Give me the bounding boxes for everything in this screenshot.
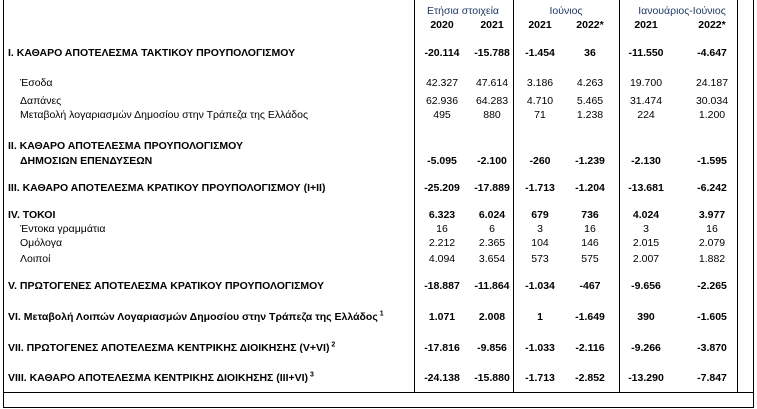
table-cell: 4.024 [632,209,660,221]
table-cell: 5.465 [576,95,604,107]
table-cell: 224 [637,109,655,121]
table-cell: 2.365 [478,237,506,249]
row-label [8,209,55,221]
table-cell: -3.870 [697,342,727,354]
row-label [8,47,295,59]
row-label-text: IV. ΤΟΚΟΙ [8,209,56,221]
table-cell: 2.007 [632,253,660,265]
table-cell: 6.024 [478,209,506,221]
table-cell: -1.204 [575,182,605,194]
table-cell: -1.454 [525,47,555,59]
table-cell: -1.605 [697,311,727,323]
table-cell: -6.242 [697,182,727,194]
row-label [8,182,325,194]
footnote-marker: 3 [308,371,314,379]
table-cell: -15.788 [474,47,510,59]
table-cell: 2.008 [478,311,506,323]
row-label [20,109,308,121]
table-cell: 390 [637,311,655,323]
table-cell: 47.614 [475,77,509,89]
column-divider [737,0,738,392]
table-cell: 16 [706,223,718,235]
table-cell: -9.656 [631,280,661,292]
table-cell: 3 [643,223,649,235]
table-cell: 16 [584,223,596,235]
table-cell: 64.283 [475,95,509,107]
table-cell: 1.071 [428,311,456,323]
table-cell: -9.856 [477,342,507,354]
table-cell: -467 [579,280,601,292]
table-cell: 4.094 [428,253,456,265]
table-cell: 1.882 [698,253,726,265]
row-label-text: III. ΚΑΘΑΡΟ ΑΠΟΤΕΛΕΣΜΑ ΚΡΑΤΙΚΟΥ ΠΡΟΥΠΟΛΟΓΙΣΜΟΥ (I+II) [8,182,326,194]
row-label-text: Ομόλογα [20,237,63,249]
row-label-text: V. ΠΡΩΤΟΓΕΝΕΣ ΑΠΟΤΕΛΕΣΜΑ ΚΡΑΤΙΚΟΥ ΠΡΟΥΠΟΛΟΓΙΣΜΟΥ [8,280,325,292]
header-year: 2020 [430,19,454,31]
row-label [8,311,384,323]
row-label-text: Μεταβολή λογαριασμών Δημοσίου στην Τράπεζα της Ελλάδος [20,109,309,121]
row-label-text: Έντοκα γραμμάτια [20,223,106,235]
table-cell: -7.847 [697,372,727,384]
row-label [20,223,105,235]
row-label [20,95,61,107]
table-cell: -13.681 [628,182,664,194]
footnote-marker: 2 [329,341,336,349]
table-cell: -1.033 [525,342,555,354]
table-cell: 42.327 [425,77,459,89]
table-cell: 3 [537,223,543,235]
table-cell: 736 [581,209,599,221]
table-cell: 1.238 [576,109,604,121]
table-cell: 1 [537,311,543,323]
table-cell: -1.713 [525,182,555,194]
table-cell: 2.079 [698,237,726,249]
table-cell: 3.186 [526,77,554,89]
table-cell: -1.034 [525,280,555,292]
row-label-text: Λοιποί [20,253,51,265]
table-cell: -11.550 [628,47,664,59]
table-cell: -2.852 [575,372,605,384]
table-cell: 3.654 [478,253,506,265]
table-cell: 1.200 [698,109,726,121]
row-label [20,77,52,89]
footnote-marker: 1 [377,310,384,318]
table-cell: 62.936 [425,95,459,107]
table-cell: 146 [581,237,599,249]
table-cell: 679 [531,209,549,221]
table-cell: -4.647 [697,47,727,59]
table-cell: -13.290 [628,372,664,384]
header-year: 2021 [634,19,658,31]
table-cell: -9.266 [631,342,661,354]
row-label-text: I. ΚΑΘΑΡΟ ΑΠΟΤΕΛΕΣΜΑ ΤΑΚΤΙΚΟΥ ΠΡΟΥΠΟΛΟΓΙΣΜΟΥ [8,47,296,59]
table-cell: 573 [531,253,549,265]
header-year: 2021 [528,19,552,31]
column-divider [414,0,415,392]
table-cell: 2.212 [428,237,456,249]
table-cell: -25.209 [424,182,460,194]
table-cell: 3.977 [698,209,726,221]
table-cell: 30.034 [695,95,729,107]
table-cell: -20.114 [424,47,460,59]
table-cell: 4.710 [526,95,554,107]
row-label [8,342,335,354]
table-cell: -24.138 [424,372,460,384]
row-label-text: II. ΚΑΘΑΡΟ ΑΠΟΤΕΛΕΣΜΑ ΠΡΟΥΠΟΛΟΓΙΣΜΟΥ [8,140,243,152]
table-cell: 4.263 [576,77,604,89]
table-cell: -1.713 [525,372,555,384]
row-label-continued: ΔΗΜΟΣΙΩΝ ΕΠΕΝΔΥΣΕΩΝ [20,155,153,167]
header-year: 2022* [576,19,604,31]
table-cell: 71 [534,109,546,121]
table-cell: 19.700 [629,77,663,89]
row-label-text: Δαπάνες [20,95,62,107]
table-cell: -260 [529,155,551,167]
table-cell: -1.239 [575,155,605,167]
row-label-text: VII. ΠΡΩΤΟΓΕΝΕΣ ΑΠΟΤΕΛΕΣΜΑ ΚΕΝΤΡΙΚΗΣ ΔΙΟΙΚΗΣΗΣ (V+VI) [8,342,330,354]
table-cell: 495 [433,109,451,121]
table-cell: 31.474 [629,95,663,107]
row-label [8,140,243,152]
table-cell: -5.095 [427,155,457,167]
header-group-label: Ιούνιος [549,5,583,17]
table-cell: 575 [581,253,599,265]
table-cell: -2.116 [575,342,605,354]
table-cell: -2.265 [697,280,727,292]
table-cell: -2.100 [477,155,507,167]
header-year: 2021 [480,19,504,31]
table-cell: -11.864 [474,280,510,292]
table-cell: 2.015 [632,237,660,249]
header-group-label: Ετήσια στοιχεία [426,5,500,17]
row-label [8,280,324,292]
row-label [8,372,314,384]
table-cell: -1.595 [697,155,727,167]
table-cell: 16 [436,223,448,235]
column-divider [619,0,620,392]
row-label-text: VIII. ΚΑΘΑΡΟ ΑΠΟΤΕΛΕΣΜΑ ΚΕΝΤΡΙΚΗΣ ΔΙΟΙΚΗΣΗΣ (III+VI) [8,372,309,384]
row-label-text: VI. Μεταβολή Λοιπών Λογαριασμών Δημοσίου στην Τράπεζα της Ελλάδος [8,311,378,323]
table-cell: 36 [584,47,596,59]
table-cell: -1.649 [575,311,605,323]
table-cell: 880 [483,109,501,121]
table-cell: -2.130 [631,155,661,167]
table-cell: -17.889 [474,182,510,194]
row-label-text: Έσοδα [20,77,53,89]
row-label [20,253,50,265]
row-label [20,237,62,249]
table-cell: 6.323 [428,209,456,221]
table-cell: -17.816 [424,342,460,354]
bottom-rule [3,392,754,393]
table-cell: 104 [531,237,549,249]
table-cell: -18.887 [424,280,460,292]
table-cell: 6 [489,223,495,235]
table-cell: 24.187 [695,77,729,89]
header-year: 2022* [698,19,726,31]
table-cell: -15.880 [474,372,510,384]
header-group-label: Ιανουάριος-Ιούνιος [638,5,726,17]
